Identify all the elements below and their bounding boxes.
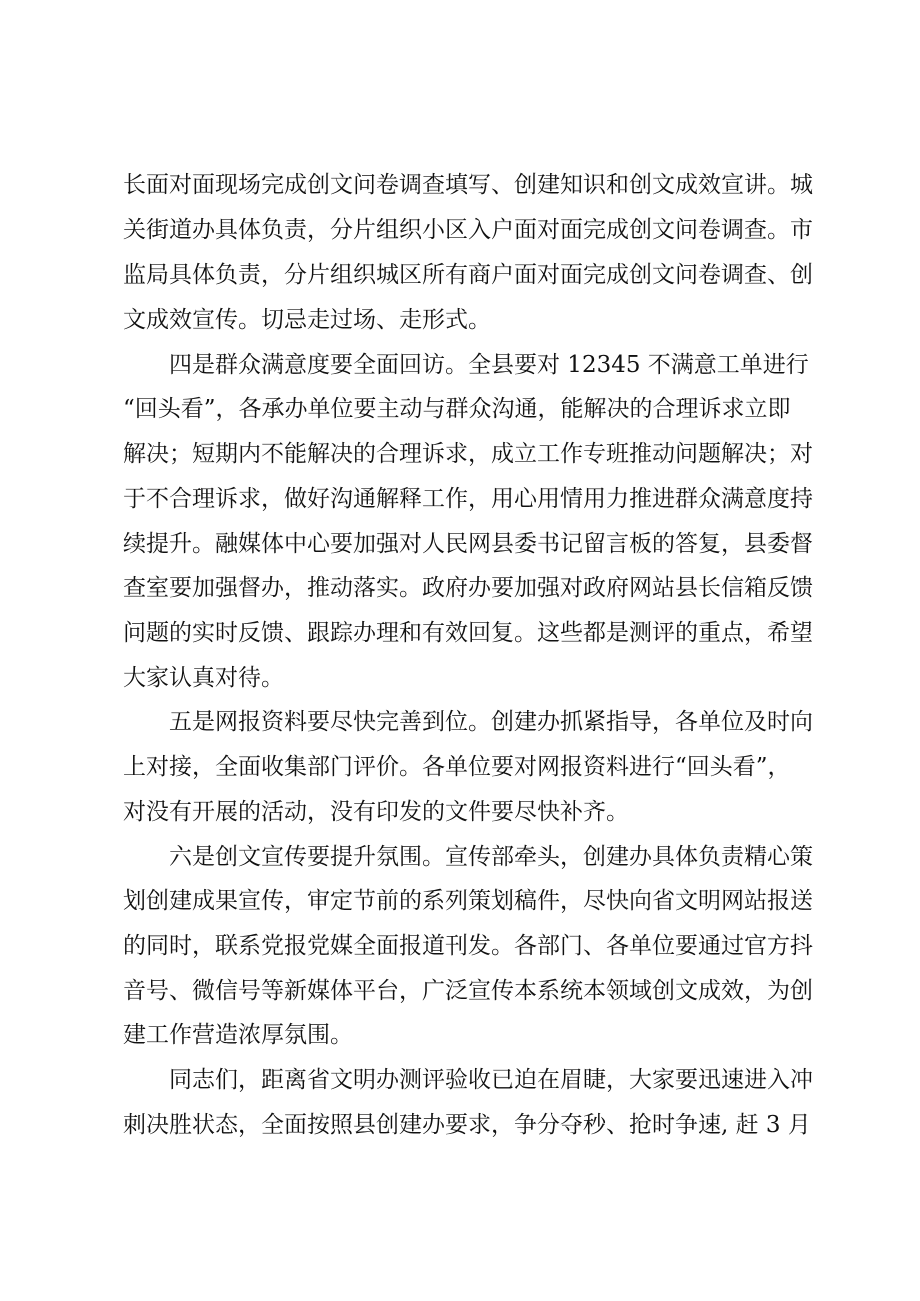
paragraph-1-line-3: 监局具体负责，分片组织城区所有商户面对面完成创文问卷调查、创: [123, 262, 813, 288]
paragraph-2-line-8: 大家认真对待。: [123, 665, 284, 691]
paragraph-3-line-1: 五是网报资料要尽快完善到位。创建办抓紧指导，各单位及时向: [169, 709, 813, 735]
paragraph-3-line-3: 对没有开展的活动，没有印发的文件要尽快补齐。: [123, 799, 629, 825]
paragraph-4-line-1: 六是创文宣传要提升氛围。宣传部牵头，创建办具体负责精心策: [169, 844, 813, 870]
paragraph-4-line-4: 音号、微信号等新媒体平台，广泛宣传本系统本领域创文成效，为创: [123, 978, 813, 1004]
paragraph-1-line-4: 文成效宣传。切忌走过场、走形式。: [123, 307, 491, 333]
paragraph-2-line-4: 于不合理诉求，做好沟通解释工作，用心用情用力推进群众满意度持: [123, 486, 813, 512]
paragraph-2-line-3: 解决；短期内不能解决的合理诉求，成立工作专班推动问题解决；对: [123, 441, 813, 467]
paragraph-2-line-2: “回头看”，各承办单位要主动与群众沟通，能解决的合理诉求立即: [123, 396, 791, 422]
paragraph-2-line-6: 查室要加强督办，推动落实。政府办要加强对政府网站县长信箱反馈: [123, 575, 813, 601]
paragraph-2-line-1: 四是群众满意度要全面回访。全县要对 12345 不满意工单进行: [169, 352, 809, 378]
paragraph-3-line-2: 上对接，全面收集部门评价。各单位要对网报资料进行“回头看”，: [123, 754, 791, 780]
paragraph-1-line-2: 关街道办具体负责，分片组织小区入户面对面完成创文问卷调查。市: [123, 217, 813, 243]
paragraph-4-line-3: 的同时，联系党报党媒全面报道刊发。各部门、各单位要通过官方抖: [123, 933, 813, 959]
paragraph-5-line-2: 刺决胜状态，全面按照县创建办要求，争分夺秒、抢时争速, 赶 3 月: [123, 1112, 811, 1138]
paragraph-4-line-2: 划创建成果宣传，审定节前的系列策划稿件，尽快向省文明网站报送: [123, 888, 813, 914]
paragraph-2-line-5: 续提升。融媒体中心要加强对人民网县委书记留言板的答复，县委督: [123, 531, 813, 557]
paragraph-4-line-5: 建工作营造浓厚氛围。: [123, 1022, 353, 1048]
paragraph-1-line-1: 长面对面现场完成创文问卷调查填写、创建知识和创文成效宣讲。城: [123, 172, 813, 198]
paragraph-5-line-1: 同志们，距离省文明办测评验收已迫在眉睫，大家要迅速进入冲: [169, 1067, 813, 1093]
paragraph-2-line-7: 问题的实时反馈、跟踪办理和有效回复。这些都是测评的重点，希望: [123, 620, 813, 646]
